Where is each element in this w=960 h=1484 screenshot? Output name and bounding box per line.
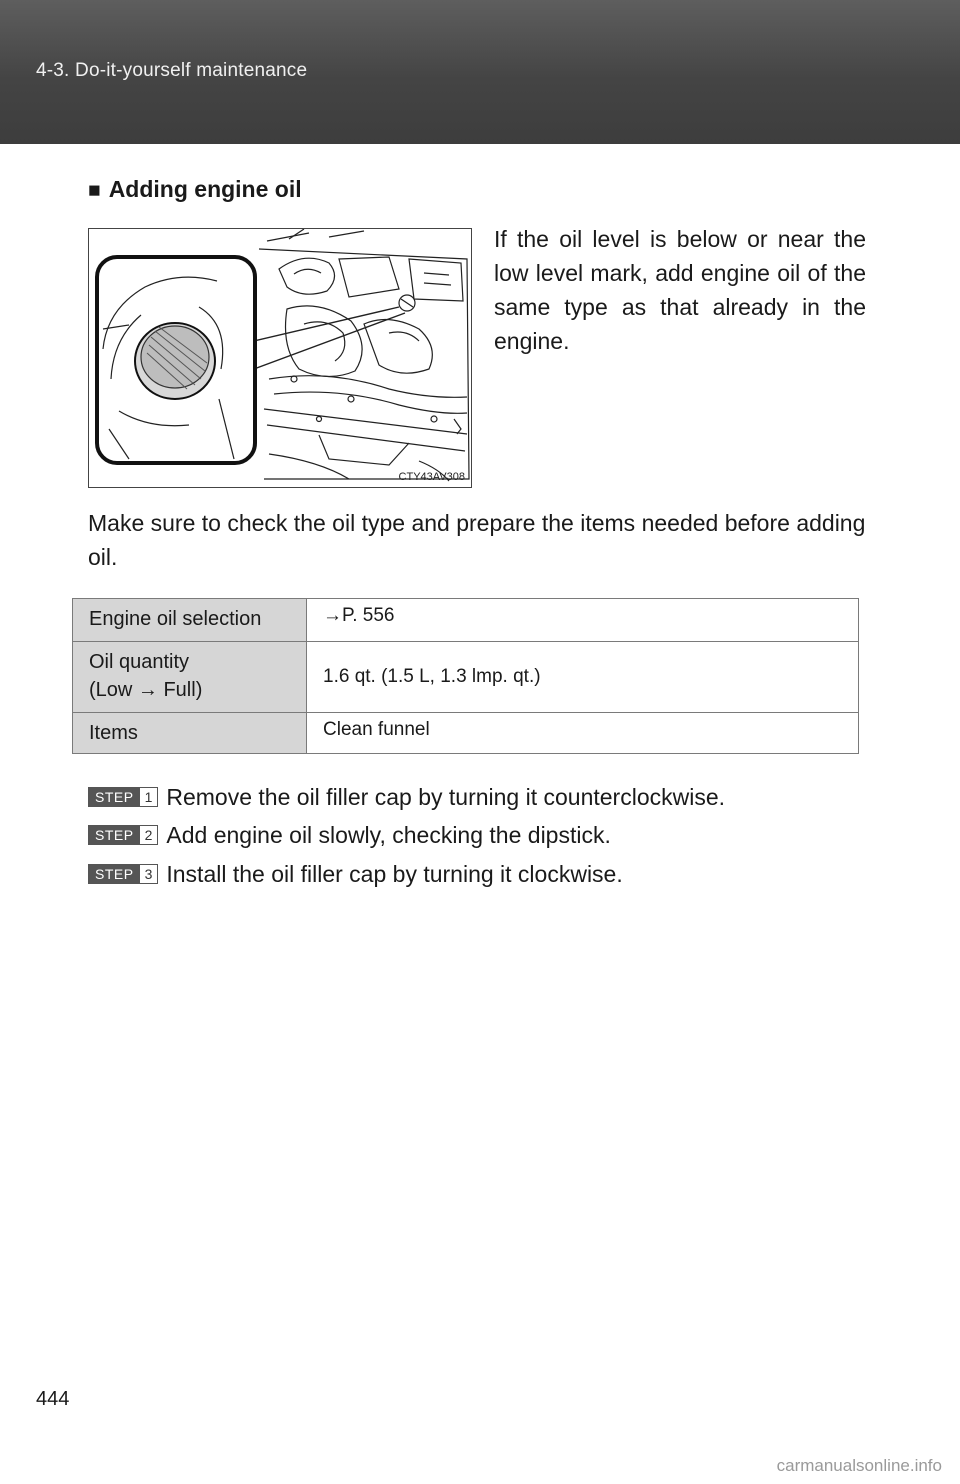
step-2 [88, 820, 611, 850]
table-value-cell: Clean funnel [307, 713, 859, 754]
section-bullet: ■ [88, 179, 101, 202]
table-key-line: Oil quantity [89, 651, 190, 673]
step-text: Install the oil filler cap by turning it clockwise. [166, 861, 623, 887]
oil-filler-cap-illustration [89, 229, 472, 488]
step-badge: STEP 3 [88, 864, 158, 884]
table-key-line: (Low → Full) [89, 679, 203, 701]
step-text: Add engine oil slowly, checking the dipstick. [166, 822, 611, 848]
page-number: 444 [36, 1388, 70, 1410]
table-key-cell: Items [73, 713, 307, 754]
table-row [73, 713, 859, 754]
engine-illustration [88, 228, 472, 488]
oil-filler-cap-icon [135, 323, 215, 399]
chapter-title: 4-3. Do-it-yourself maintenance [36, 60, 308, 81]
table-row [73, 642, 859, 713]
table-value-cell: 1.6 qt. (1.5 L, 1.3 lmp. qt.) [307, 642, 859, 713]
step-3 [88, 859, 623, 889]
step-badge: STEP 1 [88, 787, 158, 807]
watermark: carmanualsonline.info [776, 1456, 942, 1475]
oil-specs-table [72, 598, 859, 754]
step-badge: STEP 2 [88, 825, 158, 845]
figure-code: CTY43AV308 [398, 471, 465, 483]
table-key-cell: Engine oil selection [73, 599, 307, 642]
table-row [73, 599, 859, 642]
section-title [88, 176, 302, 203]
body-paragraph: Make sure to check the oil type and prepare the items needed before adding oil. [88, 510, 866, 570]
section-title-text: Adding engine oil [108, 176, 302, 202]
page-header [0, 0, 960, 144]
intro-paragraph: If the oil level is below or near the low level mark, add engine oil of the same type as that already in the engine. [494, 226, 866, 354]
step-1 [88, 782, 725, 812]
step-text: Remove the oil filler cap by turning it counterclockwise. [166, 784, 726, 810]
table-key-cell [73, 642, 307, 713]
table-value-cell: →P. 556 [307, 599, 859, 642]
